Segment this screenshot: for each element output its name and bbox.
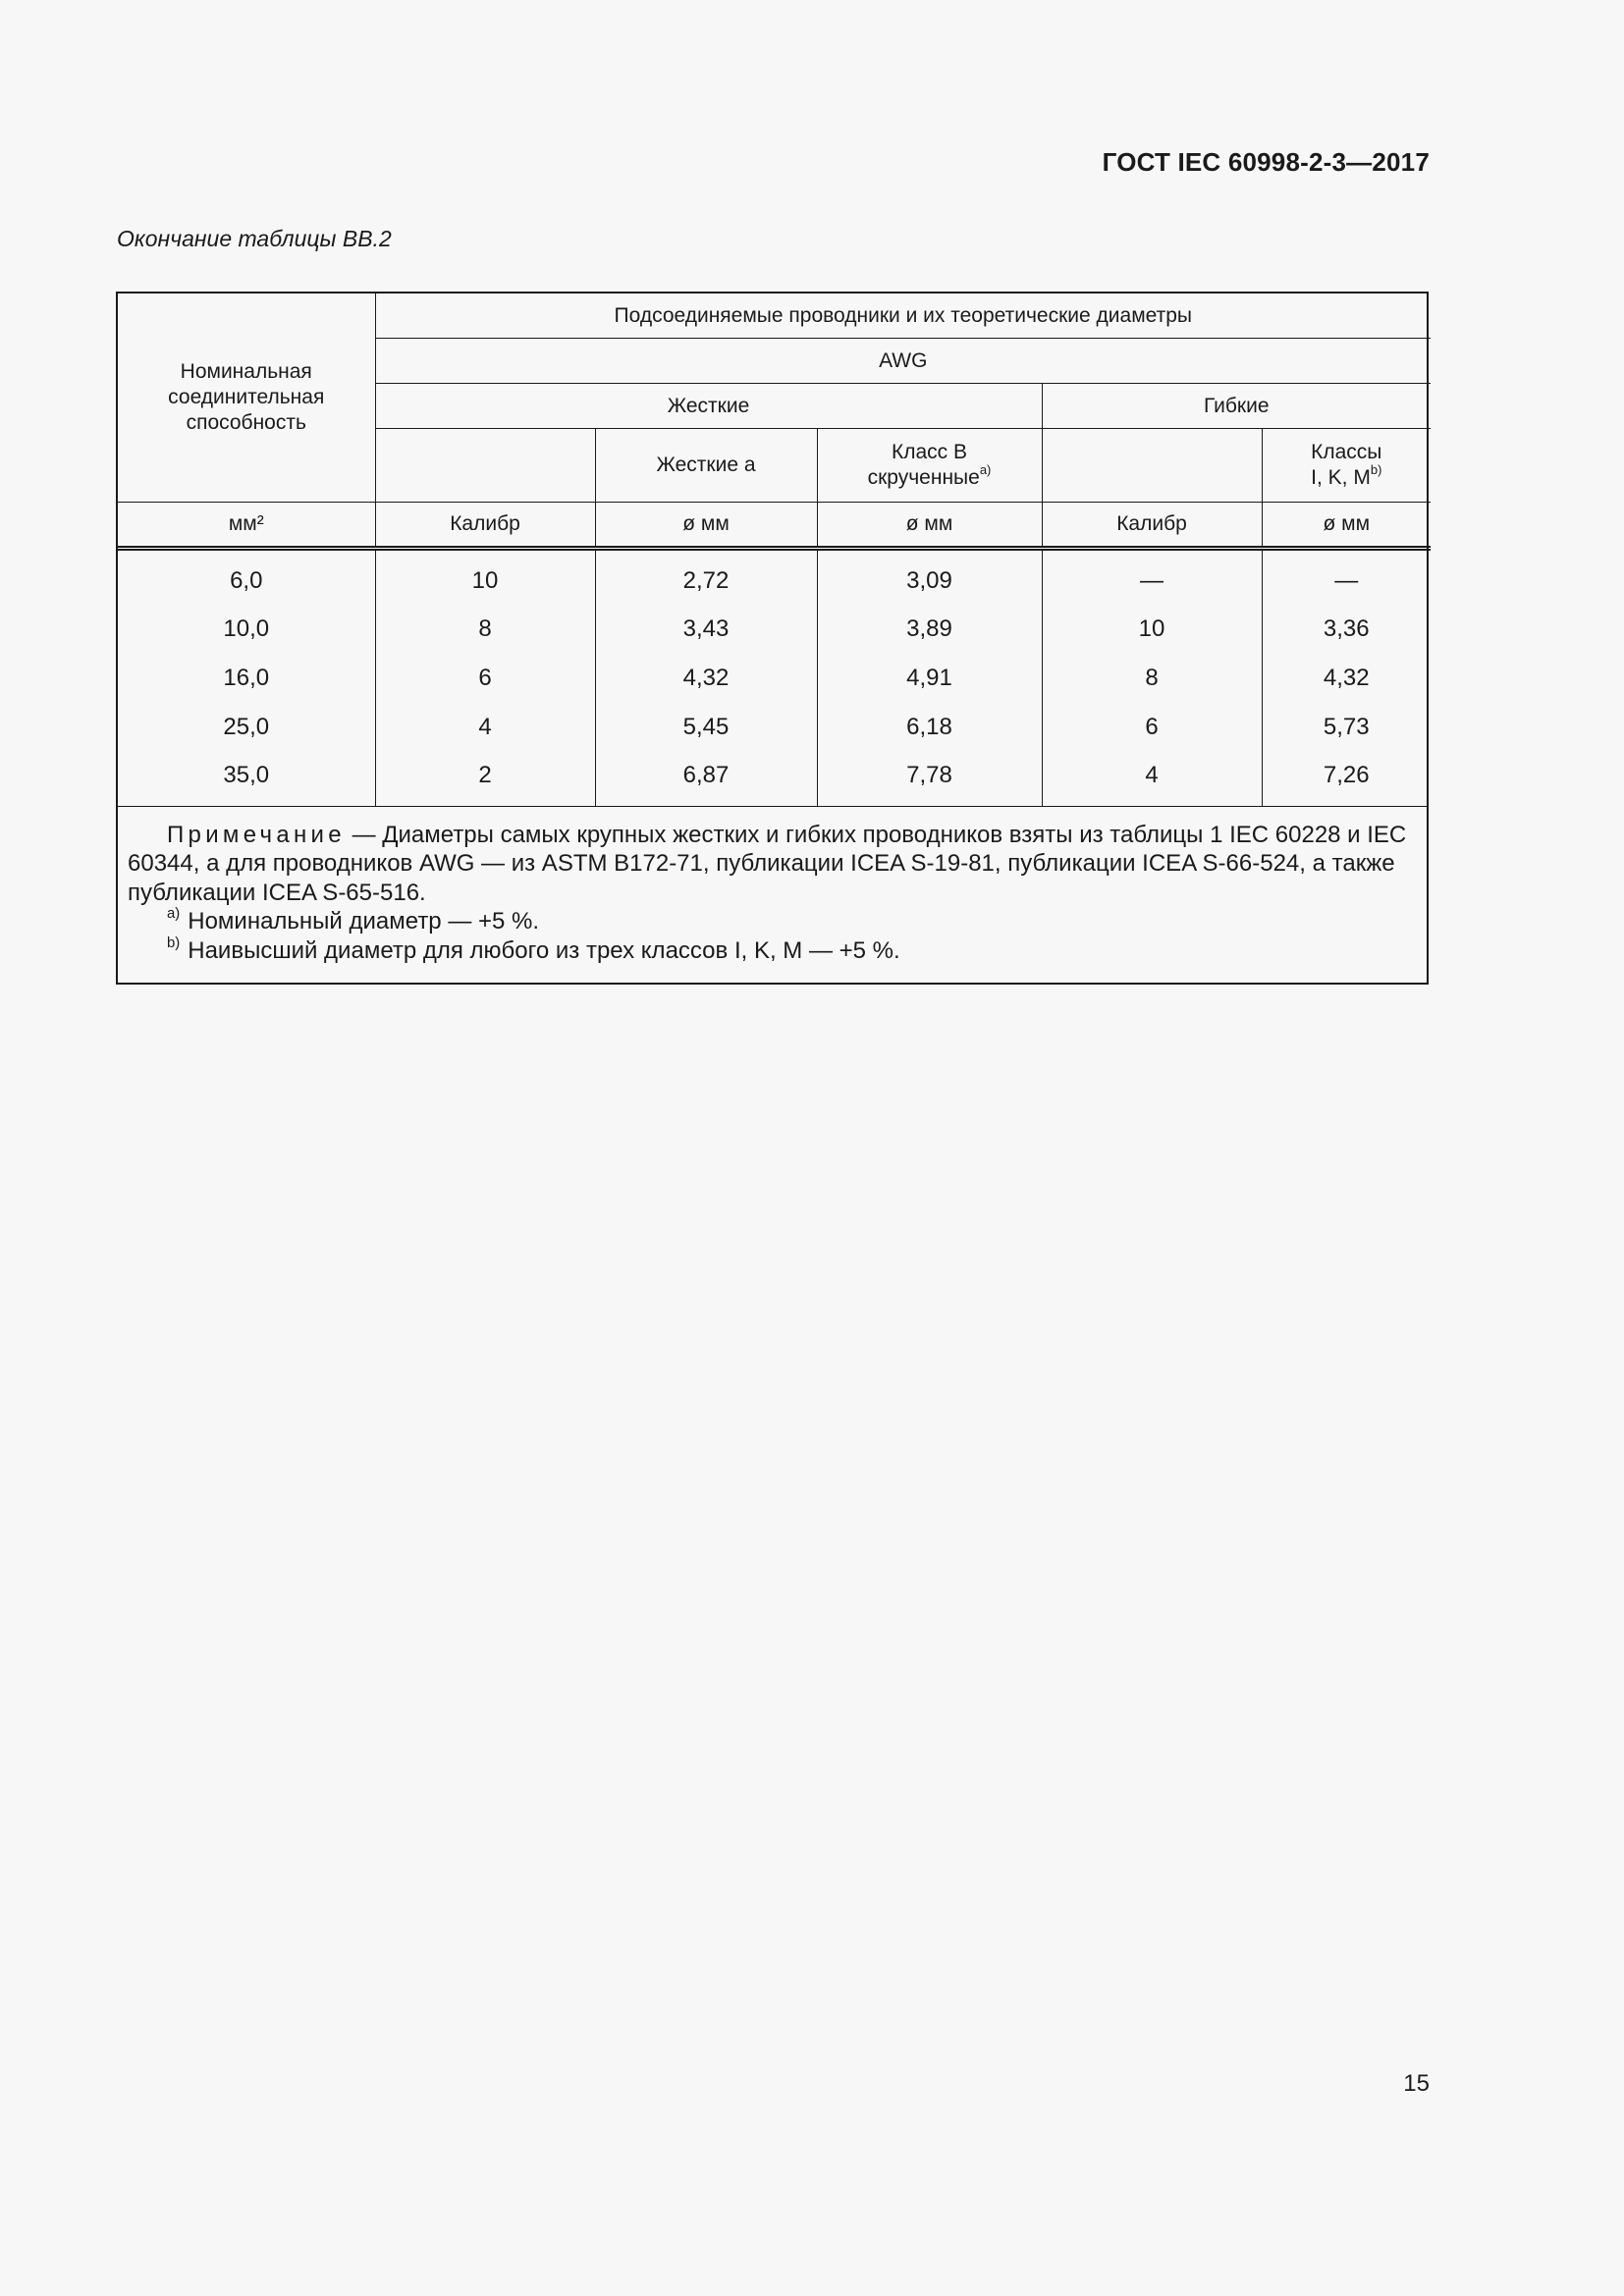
footnote-a xyxy=(128,907,1417,936)
table-cell: 4,32 xyxy=(595,654,817,703)
note-paragraph xyxy=(128,821,1417,908)
unit-cell: Калибр xyxy=(1042,503,1262,549)
classes-footnote-mark: b) xyxy=(1370,462,1382,478)
rigid-gauge-blank xyxy=(375,429,595,503)
class-b-line2: скрученные xyxy=(867,466,980,489)
table-cell: 10 xyxy=(1042,606,1262,655)
table-cell: 3,36 xyxy=(1262,606,1431,655)
conductors-group-header: Подсоединяемые проводники и их теоретические диаметры xyxy=(375,294,1431,339)
table-cell: — xyxy=(1262,549,1431,606)
table-cell: 8 xyxy=(1042,654,1262,703)
classes-header xyxy=(1262,429,1431,503)
table-bb2 xyxy=(116,292,1429,985)
unit-cell: мм² xyxy=(118,503,375,549)
class-b-line1: Класс В xyxy=(891,441,967,463)
nominal-capacity-line1: Номинальная xyxy=(180,360,312,383)
unit-cell: ø мм xyxy=(1262,503,1431,549)
table-cell: 5,73 xyxy=(1262,703,1431,752)
footnote-a-text: Номинальный диаметр — +5 %. xyxy=(188,908,540,935)
page-number: 15 xyxy=(1403,2070,1430,2097)
table-note xyxy=(118,806,1427,984)
table-row xyxy=(118,606,1431,655)
table-cell: 8 xyxy=(375,606,595,655)
table-cell: 4,91 xyxy=(817,654,1042,703)
table-cell: 7,78 xyxy=(817,751,1042,806)
table-cell: 2 xyxy=(375,751,595,806)
unit-cell: Калибр xyxy=(375,503,595,549)
table-cell: 2,72 xyxy=(595,549,817,606)
table-cell: 10,0 xyxy=(118,606,375,655)
class-b-footnote-mark: a) xyxy=(979,462,992,478)
table-cell: 6 xyxy=(1042,703,1262,752)
nominal-capacity-line2: соединительная xyxy=(168,386,325,408)
table-cell: 35,0 xyxy=(118,751,375,806)
footnote-b-mark: b) xyxy=(167,934,181,951)
units-row xyxy=(118,503,1431,549)
table-row xyxy=(118,751,1431,806)
flexible-gauge-blank xyxy=(1042,429,1262,503)
table-cell: 4 xyxy=(1042,751,1262,806)
classes-line1: Классы xyxy=(1311,441,1382,463)
table-cell: 6,87 xyxy=(595,751,817,806)
table-cell: 6 xyxy=(375,654,595,703)
standard-title: ГОСТ IEC 60998-2-3—2017 xyxy=(1102,147,1430,177)
table-cell: 4 xyxy=(375,703,595,752)
awg-header: AWG xyxy=(375,339,1431,384)
table-cell: 16,0 xyxy=(118,654,375,703)
rigid-a-header: Жесткие а xyxy=(595,429,817,503)
table-cell: 10 xyxy=(375,549,595,606)
table-cell: 5,45 xyxy=(595,703,817,752)
table-caption: Окончание таблицы ВВ.2 xyxy=(117,226,392,251)
nominal-capacity-line3: способность xyxy=(186,411,306,434)
footnote-b xyxy=(128,936,1417,966)
table-row xyxy=(118,703,1431,752)
conductor-table xyxy=(118,294,1431,806)
flexible-header: Гибкие xyxy=(1042,384,1431,429)
unit-cell: ø мм xyxy=(817,503,1042,549)
footnote-a-mark: a) xyxy=(167,906,181,923)
unit-cell: ø мм xyxy=(595,503,817,549)
class-b-header xyxy=(817,429,1042,503)
table-cell: 4,32 xyxy=(1262,654,1431,703)
note-text: — Диаметры самых крупных жестких и гибких проводников взяты из таблицы 1 IEC 60228 и IEC 60344, а для проводников AWG — из ASTM В172-71, публикации ICEA S-19-81, публикации ICEA S-66-524, а также публикации ICEA S-65-516. xyxy=(128,821,1407,906)
table-cell: — xyxy=(1042,549,1262,606)
table-cell: 3,09 xyxy=(817,549,1042,606)
table-cell: 3,43 xyxy=(595,606,817,655)
table-cell: 7,26 xyxy=(1262,751,1431,806)
table-cell: 25,0 xyxy=(118,703,375,752)
classes-line2: I, K, M xyxy=(1311,466,1371,489)
rigid-header: Жесткие xyxy=(375,384,1042,429)
table-cell: 6,0 xyxy=(118,549,375,606)
table-cell: 6,18 xyxy=(817,703,1042,752)
footnote-b-text: Наивысший диаметр для любого из трех классов I, K, M — +5 %. xyxy=(188,936,900,964)
table-row xyxy=(118,549,1431,606)
note-label: Примечание xyxy=(167,821,346,848)
table-cell: 3,89 xyxy=(817,606,1042,655)
table-row xyxy=(118,654,1431,703)
nominal-capacity-header xyxy=(118,294,375,503)
